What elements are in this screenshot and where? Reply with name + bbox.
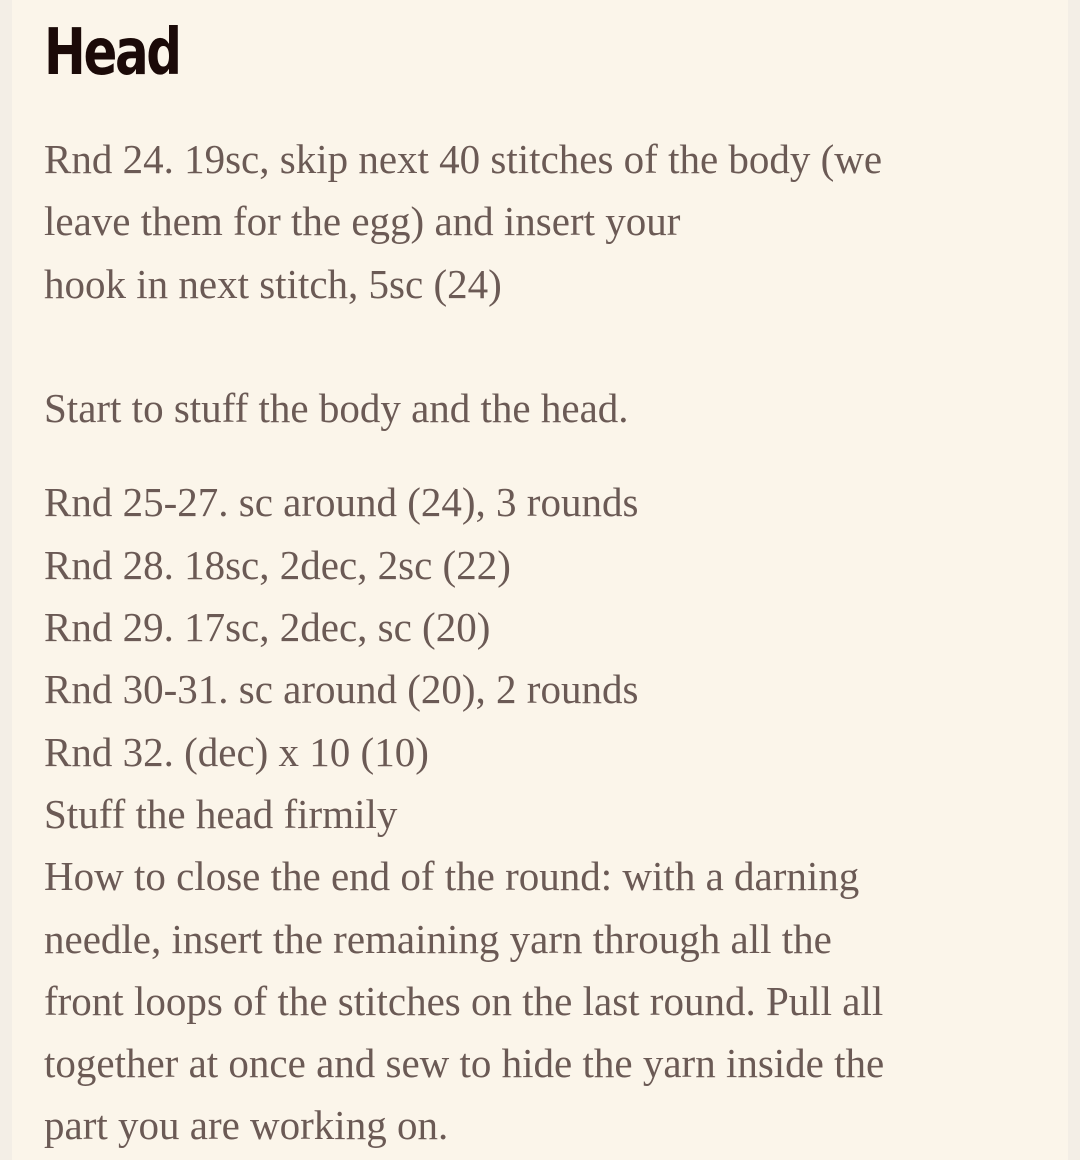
instructions-text: [44, 128, 1054, 1157]
instruction-line: front loops of the stitches on the last round. Pull all: [44, 977, 884, 1024]
instruction-line: Rnd 32. (dec) x 10 (10): [44, 728, 429, 775]
instruction-line: hook in next stitch, 5sc (24): [44, 260, 502, 307]
instruction-line: needle, insert the remaining yarn through all the: [44, 915, 832, 962]
instruction-line: How to close the end of the round: with a darning: [44, 853, 860, 900]
instruction-line: Rnd 24. 19sc, skip next 40 stitches of the body (we: [44, 136, 883, 182]
instruction-line: Stuff the head firmily: [44, 790, 398, 837]
instruction-line: together at once and sew to hide the yarn inside the: [44, 1040, 885, 1087]
section-heading: Head: [44, 16, 180, 90]
instruction-line: Rnd 25-27. sc around (24), 3 rounds: [44, 479, 639, 526]
instruction-line: Rnd 29. 17sc, 2dec, sc (20): [44, 604, 491, 651]
page-content: [12, 0, 1068, 1160]
paragraph-spacer: [44, 315, 1054, 377]
instruction-line: Start to stuff the body and the head.: [44, 385, 629, 432]
instruction-line: Rnd 28. 18sc, 2dec, 2sc (22): [44, 541, 511, 588]
instruction-line: leave them for the egg) and insert your: [44, 198, 681, 245]
paragraph-spacer: [44, 439, 1054, 471]
instruction-line: Rnd 30-31. sc around (20), 2 rounds: [44, 666, 639, 713]
instruction-line: part you are working on.: [44, 1102, 449, 1149]
